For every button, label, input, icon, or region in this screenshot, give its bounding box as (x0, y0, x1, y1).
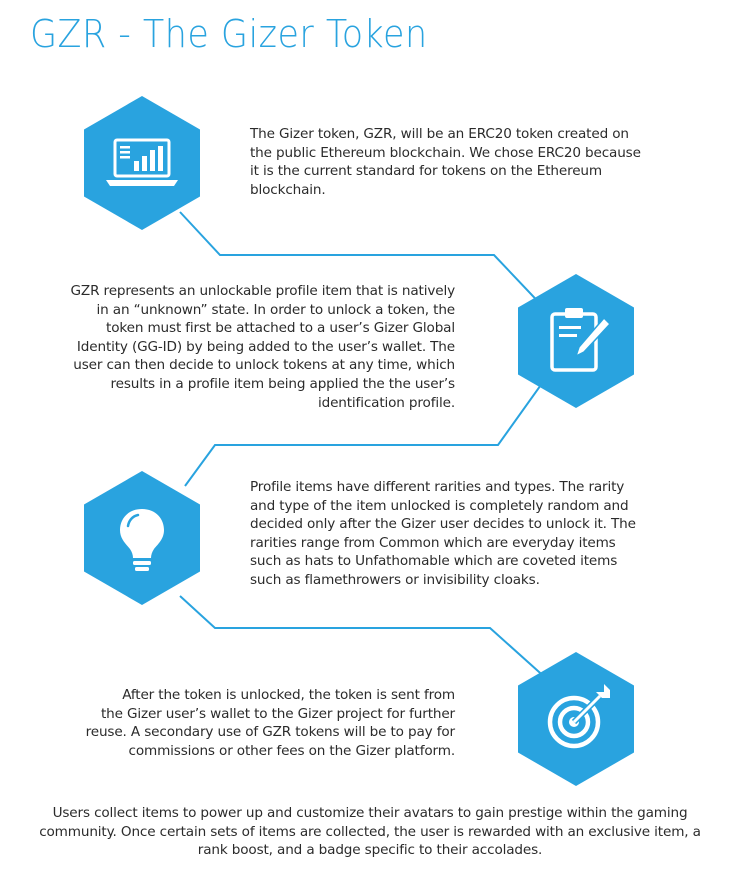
text-line: Identity (GG-ID) by being added to the user’s wallet. The (76, 338, 455, 355)
text-line: GZR represents an unlockable profile item that is natively (70, 283, 455, 299)
footer-line: rank boost, and a badge specific to their accolades. (197, 842, 543, 859)
footer-text (20, 804, 720, 860)
section-3-text (250, 478, 636, 590)
text-line: rarities range from Common which are everyday items (250, 534, 616, 551)
text-line: results in a profile item being applied the the user’s (110, 375, 455, 392)
text-line: The Gizer token, GZR, will be an ERC20 token created on (250, 126, 629, 142)
text-line: decided only after the Gizer user decides to unlock it. The (250, 516, 636, 533)
text-line: Profile items have different rarities and types. The rarity (250, 479, 625, 495)
text-line: the public Ethereum blockchain. We chose ERC20 because (250, 144, 641, 161)
text-line: user can then decide to unlock tokens at any time, which (73, 357, 455, 374)
text-line: token must first be attached to a user’s Gizer Global (106, 320, 455, 337)
text-line: After the token is unlocked, the token is sent from (122, 687, 455, 703)
section-2-text (71, 282, 455, 412)
footer-line: community. Once certain sets of items are collected, the user is rewarded with an exclusive item, a (39, 823, 701, 840)
page-title: GZR - The Gizer Token (30, 12, 428, 56)
section-1-text (250, 125, 641, 199)
hexagon-4 (518, 652, 634, 786)
text-line: reuse. A secondary use of GZR tokens will be to pay for (85, 724, 455, 741)
hexagon-2 (518, 274, 634, 408)
text-line: blockchain. (250, 181, 326, 198)
footer-line: Users collect items to power up and customize their avatars to gain prestige within the gaming (52, 805, 688, 821)
text-line: such as hats to Unfathomable which are coveted items (250, 553, 618, 570)
text-line: the Gizer user’s wallet to the Gizer project for further (100, 705, 455, 722)
text-line: identification profile. (317, 394, 455, 411)
text-line: in an “unknown” state. In order to unlock a token, the (96, 301, 455, 318)
text-line: commissions or other fees on the Gizer platform. (128, 742, 455, 759)
text-line: it is the current standard for tokens on the Ethereum (250, 163, 602, 180)
hexagon-3 (84, 471, 200, 605)
connector-line-3 (180, 596, 548, 680)
text-line: such as flamethrowers or invisibility cloaks. (250, 571, 540, 588)
section-4-text (86, 686, 455, 760)
hexagon-1 (84, 96, 200, 230)
text-line: and type of the item unlocked is completely random and (250, 497, 629, 514)
